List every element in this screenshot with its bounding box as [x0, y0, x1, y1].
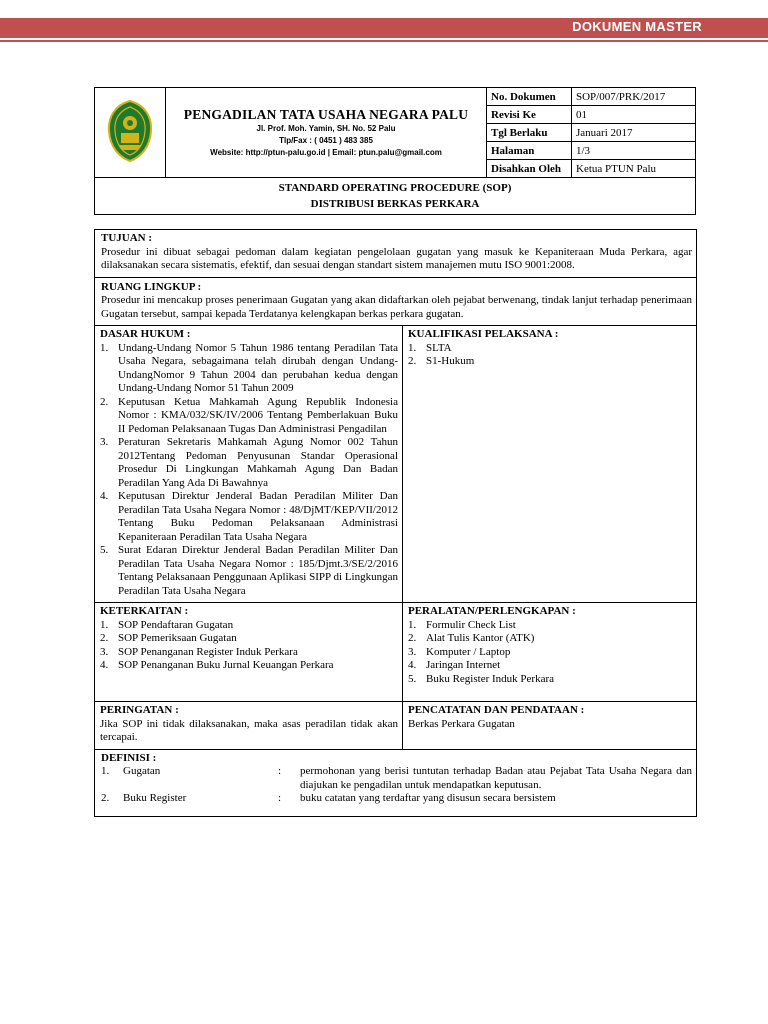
- list-item: 3. Peraturan Sekretaris Mahkamah Agung Nomor 002 Tahun 2012Tentang Pedoman Penyusunan Standar Operasional Prosedur Di Lingkungan Mahkamah Agung Dan Badan Peradilan Yang Ada Di Bawahnya: [100, 436, 398, 489]
- section-pencatatan: [403, 702, 696, 749]
- section-heading: PERALATAN/PERLENGKAPAN :: [408, 605, 576, 617]
- list-item: 2. Keputusan Ketua Mahkamah Agung Republik Indonesia Nomor : KMA/032/SK/IV/2006 Tentang Pemberlakuan Buku II Pedoman Pelaksanaan Tugas Dan Administrasi Pengadilan: [100, 395, 398, 435]
- logo-cell: [95, 88, 166, 178]
- section-heading: KETERKAITAN :: [100, 605, 189, 617]
- section-heading: KUALIFIKASI PELAKSANA :: [408, 328, 559, 340]
- institution-name: PENGADILAN TATA USAHA NEGARA PALU: [183, 106, 469, 122]
- meta-value: Ketua PTUN Palu: [572, 160, 696, 178]
- list-item: 3. SOP Penanganan Register Induk Perkara: [100, 645, 298, 658]
- list-item: 4. Keputusan Direktur Jenderal Badan Peradilan Militer Dan Peradilan Tata Usaha Negara Nomor : 48/DjMT/KEP/VII/2012 Tentang Buku Pedoman Pelaksanaan Administrasi Kepaniteraan Peradilan Tata Usaha Negara: [100, 490, 398, 543]
- keterkaitan-list: [100, 619, 398, 673]
- row-dasar-kualifikasi: [95, 326, 696, 603]
- list-item: 1. Undang-Undang Nomor 5 Tahun 1986 tentang Peradilan Tata Usaha Negara, sebagaimana telah dirubah dengan Undang-UndangNomor 9 Tahun 2004 dan perubahan kedua dengan Undang-Undang Nomor 51 Tahun 2009: [100, 341, 398, 394]
- sop-body: [94, 229, 697, 817]
- list-item: 4. Jaringan Internet: [408, 659, 501, 671]
- meta-key: Disahkan Oleh: [487, 160, 572, 178]
- list-item: 5. Surat Edaran Direktur Jenderal Badan Peradilan Militer Dan Peradilan Tata Usaha Negara Nomor : 185/Djmt.3/SE/2/2016 Tentang Pelaksanaan Penggunaan Aplikasi SIPP di Lingkungan Peradilan Tata Usaha Negara: [100, 544, 398, 597]
- court-emblem-icon: [105, 99, 155, 163]
- section-keterkaitan: [95, 603, 403, 701]
- definition-term: Buku Register: [123, 792, 187, 804]
- meta-key: Revisi Ke: [487, 106, 572, 124]
- document-master-label: DOKUMEN MASTER: [572, 19, 702, 34]
- meta-value: 1/3: [572, 142, 696, 160]
- kualifikasi-list: [408, 342, 692, 369]
- list-item: 4. SOP Penanganan Buku Jurnal Keuangan Perkara: [100, 659, 334, 671]
- section-heading: DASAR HUKUM :: [100, 328, 191, 340]
- section-text: Jika SOP ini tidak dilaksanakan, maka asas peradilan tidak akan tercapai.: [100, 717, 398, 743]
- section-heading: PENCATATAN DAN PENDATAAN :: [408, 704, 585, 716]
- institution-block: [166, 88, 487, 178]
- peralatan-list: [408, 619, 692, 687]
- section-peringatan: [95, 702, 403, 749]
- row-keterkaitan-peralatan: [95, 603, 696, 702]
- section-dasar-hukum: [95, 326, 403, 602]
- list-item: 2. Alat Tulis Kantor (ATK): [408, 632, 535, 644]
- sop-title-line2: DISTRIBUSI BERKAS PERKARA: [310, 198, 480, 210]
- list-item: 1. Formulir Check List: [408, 618, 516, 631]
- definition-term: Gugatan: [123, 765, 161, 777]
- section-text: Prosedur ini dibuat sebagai pedoman dalam kegiatan pengelolaan gugatan yang masuk ke Kepaniteraan Muda Perkara, agar dilaksanakan secara sistematis, efektif, dan sesuai dengan standart sistem manajemen mutu ISO 9001:2008.: [101, 245, 692, 271]
- list-item: 1. SLTA: [408, 341, 452, 354]
- sop-title-line1: STANDARD OPERATING PROCEDURE (SOP): [278, 182, 512, 194]
- section-kualifikasi: [403, 326, 696, 602]
- dasar-hukum-list: [100, 342, 398, 599]
- meta-value: SOP/007/PRK/2017: [572, 88, 696, 106]
- section-heading: RUANG LINGKUP :: [101, 280, 202, 293]
- institution-web: Website: http://ptun-palu.go.id | Email: ptun.palu@gmail.com: [210, 147, 442, 157]
- institution-address: Jl. Prof. Moh. Yamin, SH. No. 52 Palu: [256, 123, 396, 133]
- section-heading: PERINGATAN :: [100, 704, 179, 716]
- definition-desc: permohonan yang berisi tuntutan terhadap Badan atau Pejabat Tata Usaha Negara dan diajukan ke pengadilan untuk mendapatkan keputusan.: [300, 765, 692, 791]
- section-peralatan: [403, 603, 696, 701]
- definition-desc: buku catatan yang terdaftar yang disusun secara bersistem: [300, 792, 556, 804]
- meta-key: Halaman: [487, 142, 572, 160]
- section-definisi: [95, 750, 696, 816]
- definition-row: 2. Buku Register : buku catatan yang terdaftar yang disusun secara bersistem: [101, 792, 692, 806]
- meta-value: 01: [572, 106, 696, 124]
- section-text: Berkas Perkara Gugatan: [408, 717, 515, 730]
- section-tujuan: [95, 230, 696, 278]
- row-peringatan-pencatatan: [95, 702, 696, 750]
- meta-key: No. Dokumen: [487, 88, 572, 106]
- list-item: 3. Komputer / Laptop: [408, 645, 511, 658]
- list-item: 1. SOP Pendaftaran Gugatan: [100, 618, 234, 631]
- section-ruang-lingkup: [95, 278, 696, 327]
- document-header-table: [94, 87, 696, 215]
- banner-underline: [0, 40, 768, 42]
- institution-phone: Tlp/Fax : ( 0451 ) 483 385: [279, 135, 373, 145]
- list-item: 5. Buku Register Induk Perkara: [408, 672, 554, 685]
- section-heading: TUJUAN :: [101, 232, 153, 244]
- meta-key: Tgl Berlaku: [487, 124, 572, 142]
- section-heading: DEFINISI :: [101, 751, 157, 764]
- definition-row: 1. Gugatan : permohonan yang berisi tuntutan terhadap Badan atau Pejabat Tata Usaha Negara dan diajukan ke pengadilan untuk mendapatkan keputusan.: [101, 765, 692, 791]
- list-item: 2. S1-Hukum: [408, 355, 475, 367]
- meta-value: Januari 2017: [572, 124, 696, 142]
- list-item: 2. SOP Pemeriksaan Gugatan: [100, 632, 237, 644]
- section-text: Prosedur ini mencakup proses penerimaan Gugatan yang akan didaftarkan oleh pejabat berwenang, tindak lanjut terhadap penerimaan Gugatan tersebut, sampai kepada Terdatanya kelengkapan berkas perkara gugatan.: [101, 294, 692, 320]
- sop-title: [95, 178, 696, 215]
